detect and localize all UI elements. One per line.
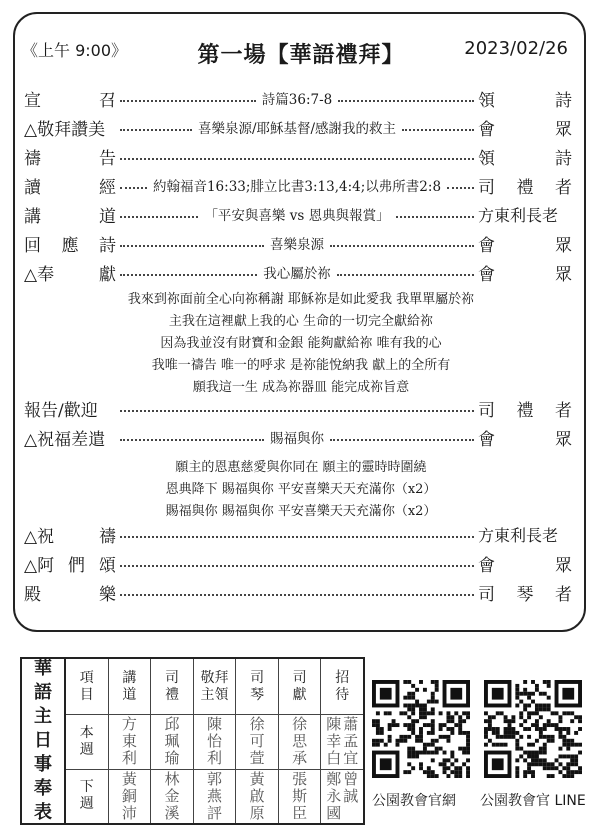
order-item-responsible	[478, 523, 572, 546]
order-who-char: 眾	[555, 264, 572, 285]
roster-header-text: 項	[79, 669, 94, 686]
roster-title-char: 日	[34, 730, 52, 751]
roster-name-char: 宜	[343, 749, 359, 768]
order-item-content: 賜福與你	[270, 431, 324, 447]
roster-name-char: 方	[121, 715, 137, 734]
line-qr-label: 公園教會官 LINE	[480, 793, 586, 809]
lyric-line: 願主的恩惠慈愛與你同在 願主的靈時時圍繞	[175, 460, 427, 475]
roster-header-text: 道	[122, 686, 137, 703]
roster-header-text: 獻	[292, 686, 307, 703]
roster-header-cell	[194, 659, 237, 714]
order-who-char: 會	[478, 555, 495, 576]
roster-name-char: 利	[121, 749, 137, 768]
roster-week-label	[66, 770, 109, 823]
roster-name-char: 原	[249, 803, 265, 822]
lyric-line: 主我在這裡獻上我的心 生命的一切完全獻給祢	[168, 314, 434, 329]
roster-week-text: 下	[79, 779, 94, 796]
roster-name-char: 孟	[343, 732, 359, 751]
roster-header-text: 禮	[164, 686, 179, 703]
website-qr-code[interactable]	[372, 680, 470, 778]
order-row	[24, 86, 572, 110]
roster-name-char: 金	[164, 786, 180, 805]
roster-week-text: 週	[79, 741, 94, 758]
order-who-char: 眾	[555, 555, 572, 576]
order-item-char: 頌	[98, 555, 116, 576]
lyric-line: 我唯一禱告 唯一的呼求 是祢能悅納我 獻上的全所有	[151, 358, 451, 373]
roster-week-text: 本	[79, 724, 94, 741]
order-item-responsible	[478, 396, 572, 421]
order-item-char: 應	[61, 235, 79, 256]
roster-name-cell	[109, 715, 152, 768]
roster-header-cell	[151, 659, 194, 714]
roster-week-text: 週	[79, 796, 94, 813]
service-time: 《上午 9:00》	[22, 41, 128, 60]
roster-header-cell	[236, 659, 279, 714]
roster-header-text: 司	[164, 669, 179, 686]
roster-name-char: 黃	[249, 769, 265, 788]
order-row	[24, 425, 572, 449]
order-item-char: △阿	[24, 555, 55, 576]
order-item-content: 「平安與喜樂 vs 恩典與報賞」	[204, 208, 390, 224]
roster-name-char: 白	[326, 749, 342, 768]
roster-name-char: 陳	[326, 715, 342, 734]
roster-title-char: 表	[34, 802, 52, 823]
roster-name-char: 臣	[292, 803, 308, 822]
offering-lyrics	[0, 289, 602, 399]
order-item-char: 講	[24, 206, 41, 227]
order-who-char: 者	[555, 400, 572, 421]
order-item-char: 禱	[99, 526, 116, 547]
order-item-label	[24, 115, 116, 140]
roster-name-char: 鄭	[326, 769, 342, 788]
lyric-line: 恩典降下 賜福與你 平安喜樂天天充滿你（x2）	[165, 482, 437, 497]
order-who-char: 禮	[516, 400, 534, 421]
order-who-char: 詩	[555, 90, 572, 111]
order-item-char: 樂	[99, 584, 116, 605]
roster-name-char: 思	[292, 732, 308, 751]
roster-name-cell	[321, 715, 363, 768]
roster-name-cell	[194, 770, 237, 823]
roster-name-cell	[151, 715, 194, 768]
order-row	[24, 144, 572, 168]
order-item-label	[24, 522, 116, 547]
roster-name-char: 沛	[121, 803, 137, 822]
order-item-char: 殿	[24, 584, 41, 605]
order-who-char: 領	[478, 90, 495, 111]
roster-name-char: 永	[326, 786, 342, 805]
order-leader-dots	[120, 404, 474, 412]
order-item-content: 喜樂泉源/耶穌基督/感謝我的救主	[197, 121, 397, 137]
roster-name-char: 幸	[326, 732, 342, 751]
roster-header-cell	[321, 659, 363, 714]
roster-name-char: 徐	[292, 715, 308, 734]
roster-name-char: 徐	[249, 715, 265, 734]
roster-name-cell	[109, 770, 152, 823]
order-row	[24, 260, 572, 284]
order-row	[24, 115, 572, 139]
order-leader-dots	[120, 204, 474, 224]
roster-header-text: 目	[79, 686, 94, 703]
roster-name-char: 曾	[343, 769, 359, 788]
roster-header-text: 司	[292, 669, 307, 686]
roster-header-text: 敬拜	[200, 669, 229, 686]
roster-name-char: 啟	[249, 786, 265, 805]
roster-name-cell	[236, 770, 279, 823]
roster-name-char: 溪	[164, 803, 180, 822]
order-who-char: 者	[555, 584, 572, 605]
order-item-label	[24, 231, 116, 256]
lyric-line: 因為我並沒有財寶和金銀 能夠獻給祢 唯有我的心	[160, 336, 442, 351]
roster-header-cell	[109, 659, 152, 714]
order-item-content: 我心屬於祢	[263, 266, 331, 282]
order-item-responsible	[478, 86, 572, 111]
duty-roster-table	[20, 657, 365, 825]
roster-name-char: 萱	[249, 749, 265, 768]
roster-header-text: 待	[335, 686, 350, 703]
roster-name-char: 林	[164, 769, 180, 788]
order-row	[24, 202, 572, 226]
blessing-lyrics	[0, 457, 602, 523]
roster-name-char: 張	[292, 769, 308, 788]
order-item-char: 道	[99, 206, 116, 227]
order-item-responsible	[478, 231, 572, 256]
order-item-char: △敬拜讚美	[24, 119, 106, 140]
roster-header-text: 主領	[200, 686, 229, 703]
order-who-char: 眾	[555, 119, 572, 140]
order-item-responsible	[478, 260, 572, 285]
order-item-char: 詩	[99, 235, 116, 256]
order-item-char: 召	[99, 90, 116, 111]
order-who-char: 司	[478, 584, 495, 605]
roster-header-text: 講	[122, 669, 137, 686]
roster-name-char: 東	[121, 732, 137, 751]
order-leader-dots	[120, 588, 474, 596]
lyric-line: 願我這一生 成為祢器皿 能完成祢旨意	[192, 380, 410, 395]
order-item-label	[24, 551, 116, 576]
roster-header-text: 司	[250, 669, 265, 686]
order-leader-dots	[120, 88, 474, 108]
roster-name-cell	[279, 715, 322, 768]
order-item-responsible	[478, 173, 572, 198]
order-item-responsible	[478, 425, 572, 450]
roster-name-char: 銅	[121, 786, 137, 805]
order-who-char: 司	[478, 400, 495, 421]
order-item-char: △奉	[24, 264, 55, 285]
roster-row	[66, 715, 363, 769]
roster-name-char: 珮	[164, 732, 180, 751]
roster-name-char: 怡	[207, 732, 223, 751]
order-item-label	[24, 425, 116, 450]
order-item-char: 經	[99, 177, 116, 198]
order-item-label	[24, 86, 116, 111]
order-item-char: △祝福差遣	[24, 429, 106, 450]
roster-header-text: 琴	[250, 686, 265, 703]
line-qr-code[interactable]	[484, 680, 582, 778]
roster-name-char: 承	[292, 749, 308, 768]
order-item-char: 獻	[99, 264, 116, 285]
roster-name-char: 可	[249, 732, 265, 751]
order-who-char: 會	[478, 119, 495, 140]
roster-name-char: 國	[326, 803, 342, 822]
order-item-content: 喜樂泉源	[270, 237, 324, 253]
roster-name-char: 燕	[207, 786, 223, 805]
roster-name-char: 郭	[207, 769, 223, 788]
roster-title-char: 主	[34, 706, 52, 727]
website-qr-label: 公園教會官網	[372, 793, 456, 809]
order-leader-dots	[120, 175, 474, 195]
order-row	[24, 580, 572, 604]
roster-name-char: 評	[207, 803, 223, 822]
order-item-char: △祝	[24, 526, 55, 547]
roster-name-cell	[194, 715, 237, 768]
roster-name-char: 陳	[207, 715, 223, 734]
roster-title-char: 語	[34, 682, 52, 703]
roster-name-char: 邱	[164, 715, 180, 734]
roster-name-cell	[151, 770, 194, 823]
roster-name-char: 瑜	[164, 749, 180, 768]
order-item-label	[24, 396, 116, 421]
roster-header-cell	[279, 659, 322, 714]
lyric-line: 賜福與你 賜福與你 平安喜樂天天充滿你（x2）	[165, 504, 437, 519]
roster-name-char: 斯	[292, 786, 308, 805]
roster-name-char: 誠	[343, 786, 359, 805]
duty-roster-title	[22, 659, 66, 823]
order-item-content: 約翰福音16:33;腓立比書3:13,4:4;以弗所書2:8	[152, 179, 442, 195]
order-row	[24, 396, 572, 420]
order-item-char: 報告/歡迎	[24, 400, 98, 421]
order-who-char: 者	[555, 177, 572, 198]
order-who-char: 詩	[555, 148, 572, 169]
order-who-char: 會	[478, 429, 495, 450]
order-row	[24, 522, 572, 546]
roster-name-char: 黃	[121, 769, 137, 788]
roster-title-char: 事	[34, 754, 52, 775]
roster-header-cell	[66, 659, 109, 714]
order-who-char: 會	[478, 235, 495, 256]
order-item-responsible	[478, 115, 572, 140]
order-who-char: 司	[478, 177, 495, 198]
page-title: 第一場【華語禮拜】	[197, 42, 405, 68]
order-who-char: 眾	[555, 429, 572, 450]
roster-name-cell	[279, 770, 322, 823]
order-who-char: 琴	[516, 584, 534, 605]
order-row	[24, 173, 572, 197]
order-item-char: 讀	[24, 177, 41, 198]
order-item-responsible	[478, 144, 572, 169]
roster-title-char: 華	[34, 658, 52, 679]
roster-header-text: 招	[335, 669, 350, 686]
roster-name-cell	[236, 715, 279, 768]
order-item-char: 告	[99, 148, 116, 169]
roster-row	[66, 770, 363, 823]
order-item-char: 們	[68, 555, 86, 576]
order-who-char: 領	[478, 148, 495, 169]
order-item-char: 宣	[24, 90, 41, 111]
order-leader-dots	[120, 233, 474, 253]
duty-roster-grid	[66, 659, 363, 823]
order-who-char: 會	[478, 264, 495, 285]
roster-name-cell	[321, 770, 363, 823]
roster-name-char: 利	[207, 749, 223, 768]
order-item-responsible	[478, 580, 572, 605]
order-item-label	[24, 202, 116, 227]
service-date: 2023/02/26	[464, 38, 568, 59]
order-item-responsible	[478, 203, 572, 226]
roster-name-char: 蕭	[343, 715, 359, 734]
order-item-label	[24, 173, 116, 198]
order-row	[24, 231, 572, 255]
roster-week-label	[66, 715, 109, 768]
order-leader-dots	[120, 427, 474, 447]
order-item-char: 回	[24, 235, 41, 256]
order-leader-dots	[120, 262, 474, 282]
order-item-label	[24, 144, 116, 169]
order-who-char: 眾	[555, 235, 572, 256]
order-item-label	[24, 260, 116, 285]
order-leader-dots	[120, 530, 474, 538]
order-who-char: 禮	[516, 177, 534, 198]
order-item-content: 詩篇36:7-8	[261, 92, 333, 108]
order-leader-dots	[120, 559, 474, 567]
lyric-line: 我來到祢面前全心向祢稱謝 耶穌祢是如此愛我 我單單屬於祢	[127, 292, 475, 307]
roster-header-row	[66, 659, 363, 715]
order-leader-dots	[120, 152, 474, 160]
order-row	[24, 551, 572, 575]
order-item-responsible	[478, 551, 572, 576]
roster-title-char: 奉	[34, 778, 52, 799]
order-who-char: 方東利長老	[478, 525, 559, 545]
order-item-label	[24, 580, 116, 605]
order-leader-dots	[120, 117, 474, 137]
order-item-char: 禱	[24, 148, 41, 169]
order-who-char: 方東利長老	[478, 205, 559, 225]
